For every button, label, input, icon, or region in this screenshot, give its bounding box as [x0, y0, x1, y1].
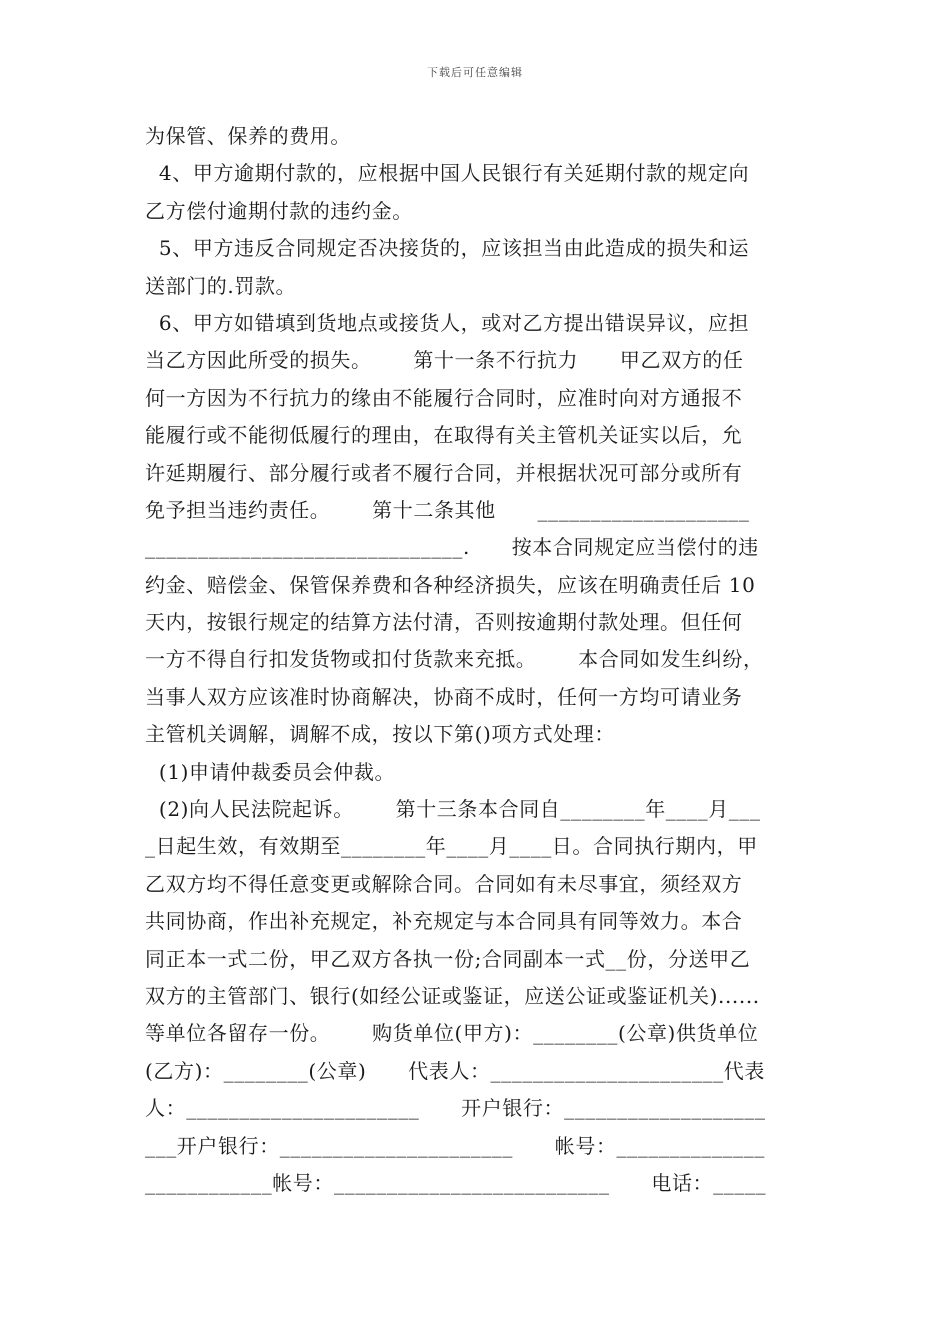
text-line: 一方不得自行扣发货物或扣付货款来充抵。 本合同如发生纠纷，	[145, 647, 764, 672]
text-line: 许延期履行、部分履行或者不履行合同，并根据状况可部分或所有	[145, 460, 743, 485]
text-line: (乙方)：________(公章) 代表人：______________________代表	[145, 1058, 765, 1083]
text-line: ______________________________. 按本合同规定应当偿付的违	[145, 535, 759, 560]
text-line: 当乙方因此所受的损失。 第十一条不行抗力 甲乙双方的任	[145, 348, 744, 373]
text-line: 为保管、保养的费用。	[145, 124, 351, 148]
page-header: 下载后可任意编辑	[427, 66, 523, 79]
text-line: (2)向人民法院起诉。 第十三条本合同自________年____月___	[145, 797, 761, 822]
text-line: 同正本一式二份，甲乙双方各执一份;合同副本一式__份，分送甲乙	[145, 946, 751, 971]
text-line: 双方的主管部门、银行(如经公证或鉴证，应送公证或鉴证机关)......	[145, 983, 760, 1008]
text-line: 乙方偿付逾期付款的违约金。	[145, 198, 413, 223]
text-line: 等单位各留存一份。 购货单位(甲方)：________(公章)供货单位	[145, 1021, 759, 1046]
text-line: _日起生效，有效期至________年____月____日。合同执行期内，甲	[145, 834, 758, 859]
text-line: 6、甲方如错填到货地点或接货人，或对乙方提出错误异议，应担	[145, 310, 750, 335]
text-line: 人：______________________ 开户银行：___________________	[145, 1096, 766, 1121]
text-line: 天内，按银行规定的结算方法付清，否则按逾期付款处理。但任何	[145, 610, 743, 635]
text-line: 免予担当违约责任。 第十二条其他 ____________________	[145, 497, 750, 522]
text-line: 共同协商，作出补充规定，补充规定与本合同具有同等效力。本合	[145, 909, 743, 934]
text-line: ___开户银行：______________________ 帐号：______________	[145, 1133, 765, 1158]
text-line: 何一方因为不行抗力的缘由不能履行合同时，应准时向对方通报不	[145, 385, 743, 410]
text-line: 能履行或不能彻低履行的理由，在取得有关主管机关证实以后，允	[145, 423, 743, 448]
text-line: 乙双方均不得任意变更或解除合同。合同如有未尽事宜，须经双方	[145, 871, 743, 896]
text-line: 当事人双方应该准时协商解决，协商不成时，任何一方均可请业务	[145, 684, 743, 709]
text-line: 主管机关调解，调解不成，按以下第()项方式处理：	[145, 722, 616, 747]
document-body	[145, 118, 815, 1202]
text-line: 送部门的.罚款。	[145, 273, 297, 298]
text-line: 5、甲方违反合同规定否决接货的，应该担当由此造成的损失和运	[145, 236, 750, 261]
text-line: ____________帐号：__________________________ 电话：_____	[145, 1170, 767, 1195]
text-line: (1)申请仲裁委员会仲裁。	[145, 759, 396, 784]
text-line: 4、甲方逾期付款的，应根据中国人民银行有关延期付款的规定向	[145, 161, 750, 186]
text-line: 约金、赔偿金、保管保养费和各种经济损失，应该在明确责任后 10	[145, 572, 756, 597]
